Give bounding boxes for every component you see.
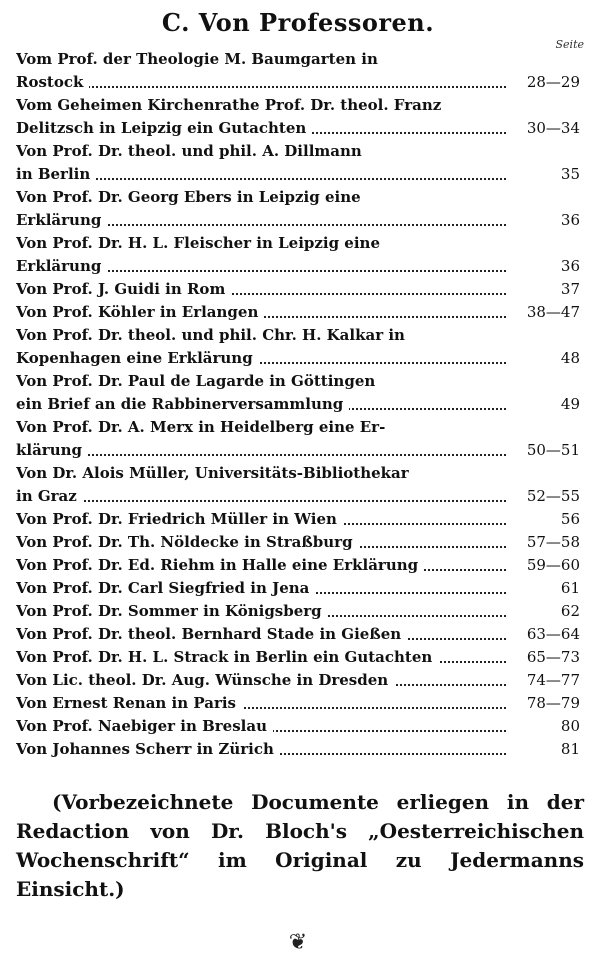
toc-entry xyxy=(16,48,582,94)
toc-entry-last-line xyxy=(16,393,582,416)
toc-entry-line: Von Prof. Dr. Georg Ebers in Leipzig eine xyxy=(16,188,361,206)
toc-entry-last-line xyxy=(16,715,582,738)
page-number: 37 xyxy=(560,280,580,298)
toc-entry xyxy=(16,324,582,370)
toc-entry-last-line xyxy=(16,577,582,600)
page-number: 56 xyxy=(560,510,580,528)
toc-entry xyxy=(16,692,582,715)
toc-entry xyxy=(16,554,582,577)
toc-entry-text: Von Lic. theol. Dr. Aug. Wünsche in Dresden xyxy=(16,671,394,689)
page-number: 35 xyxy=(560,165,580,183)
toc-entry-last-line xyxy=(16,163,582,186)
page-number: 30—34 xyxy=(526,119,580,137)
toc-entry-text: in Graz xyxy=(16,487,83,505)
ornament-icon: ❦ xyxy=(288,930,308,955)
toc-entry-text: Von Prof. J. Guidi in Rom xyxy=(16,280,231,298)
toc-entry-last-line xyxy=(16,439,582,462)
toc-entry xyxy=(16,623,582,646)
toc-entry xyxy=(16,508,582,531)
toc-entry-last-line xyxy=(16,117,582,140)
toc-entry-text: Von Prof. Dr. Carl Siegfried in Jena xyxy=(16,579,315,597)
toc-entry-last-line xyxy=(16,554,582,577)
toc-entry xyxy=(16,301,582,324)
toc-entry-last-line xyxy=(16,600,582,623)
page-number: 48 xyxy=(560,349,580,367)
toc-entry-text: Von Prof. Dr. theol. Bernhard Stade in Gießen xyxy=(16,625,407,643)
toc-entry-last-line xyxy=(16,278,582,301)
toc-entry-line: Von Dr. Alois Müller, Universitäts-Bibliothekar xyxy=(16,464,409,482)
page-number: 62 xyxy=(560,602,580,620)
toc-entry-last-line xyxy=(16,71,582,94)
toc-entry xyxy=(16,531,582,554)
toc-entry xyxy=(16,416,582,462)
toc-entry-last-line xyxy=(16,623,582,646)
page-number: 81 xyxy=(560,740,580,758)
toc-entry-text: Von Ernest Renan in Paris xyxy=(16,694,242,712)
toc-entry-last-line xyxy=(16,692,582,715)
toc-entry-last-line xyxy=(16,531,582,554)
page-number: 78—79 xyxy=(526,694,580,712)
page-number: 28—29 xyxy=(526,73,580,91)
toc-entry xyxy=(16,715,582,738)
toc-entry xyxy=(16,140,582,186)
toc-entry-last-line xyxy=(16,347,582,370)
toc-entry xyxy=(16,600,582,623)
page-number: 38—47 xyxy=(526,303,580,321)
page-column-label: Seite xyxy=(555,38,584,51)
toc-entry-text: Von Prof. Köhler in Erlangen xyxy=(16,303,264,321)
toc-entry-text: Von Prof. Dr. Sommer in Königsberg xyxy=(16,602,328,620)
toc-entry-text: Erklärung xyxy=(16,257,107,275)
toc-entry-text: Von Prof. Dr. H. L. Strack in Berlin ein Gutachten xyxy=(16,648,438,666)
dot-leader xyxy=(16,86,506,88)
toc-entry-text: Kopenhagen eine Erklärung xyxy=(16,349,259,367)
page-number: 65—73 xyxy=(526,648,580,666)
toc-entry xyxy=(16,669,582,692)
toc-entry xyxy=(16,577,582,600)
toc-entry-text: Erklärung xyxy=(16,211,107,229)
toc-entry-last-line xyxy=(16,209,582,232)
page-number: 63—64 xyxy=(526,625,580,643)
table-of-contents xyxy=(16,48,582,761)
toc-entry xyxy=(16,278,582,301)
page-number: 80 xyxy=(560,717,580,735)
toc-entry-last-line xyxy=(16,738,582,761)
toc-entry xyxy=(16,370,582,416)
toc-entry xyxy=(16,646,582,669)
toc-entry-line: Von Prof. Dr. A. Merx in Heidelberg eine Er- xyxy=(16,418,386,436)
toc-entry xyxy=(16,462,582,508)
toc-entry-last-line xyxy=(16,508,582,531)
toc-entry-text: ein Brief an die Rabbinerversammlung xyxy=(16,395,349,413)
toc-entry-line: Von Prof. Dr. H. L. Fleischer in Leipzig eine xyxy=(16,234,380,252)
toc-entry-last-line xyxy=(16,485,582,508)
toc-entry-line: Von Prof. Dr. Paul de Lagarde in Göttingen xyxy=(16,372,376,390)
toc-entry xyxy=(16,232,582,278)
page-number: 50—51 xyxy=(526,441,580,459)
toc-entry-line: Von Prof. Dr. theol. und phil. Chr. H. Kalkar in xyxy=(16,326,405,344)
page-number: 57—58 xyxy=(526,533,580,551)
toc-entry xyxy=(16,186,582,232)
toc-entry-text: Rostock xyxy=(16,73,89,91)
toc-entry-line: Von Prof. Dr. theol. und phil. A. Dillmann xyxy=(16,142,362,160)
page-number: 52—55 xyxy=(526,487,580,505)
page-number: 74—77 xyxy=(526,671,580,689)
page-number: 61 xyxy=(560,579,580,597)
toc-entry xyxy=(16,94,582,140)
toc-entry-text: klärung xyxy=(16,441,88,459)
page-number: 36 xyxy=(560,211,580,229)
toc-entry-last-line xyxy=(16,301,582,324)
toc-entry-text: Von Prof. Dr. Friedrich Müller in Wien xyxy=(16,510,343,528)
page-number: 36 xyxy=(560,257,580,275)
dot-leader xyxy=(16,454,506,456)
toc-entry-line: Vom Geheimen Kirchenrathe Prof. Dr. theol. Franz xyxy=(16,96,442,114)
page-number: 49 xyxy=(560,395,580,413)
toc-entry-last-line xyxy=(16,255,582,278)
toc-entry xyxy=(16,738,582,761)
toc-entry-text: Von Prof. Naebiger in Breslau xyxy=(16,717,273,735)
closing-note: (Vorbezeichnete Documente erliegen in der Redaction von Dr. Bloch's „Oesterreichischen Wochenschrift“ im Original zu Jedermanns Einsicht.) xyxy=(16,790,584,901)
toc-entry-last-line xyxy=(16,646,582,669)
toc-entry-text: in Berlin xyxy=(16,165,96,183)
dot-leader xyxy=(16,500,506,502)
toc-entry-line: Vom Prof. der Theologie M. Baumgarten in xyxy=(16,50,378,68)
toc-entry-text: Von Prof. Dr. Ed. Riehm in Halle eine Erklärung xyxy=(16,556,424,574)
toc-entry-text: Delitzsch in Leipzig ein Gutachten xyxy=(16,119,312,137)
page-number: 59—60 xyxy=(526,556,580,574)
toc-entry-text: Von Prof. Dr. Th. Nöldecke in Straßburg xyxy=(16,533,359,551)
toc-entry-text: Von Johannes Scherr in Zürich xyxy=(16,740,280,758)
section-heading: C. Von Professoren. xyxy=(161,8,435,37)
toc-entry-last-line xyxy=(16,669,582,692)
